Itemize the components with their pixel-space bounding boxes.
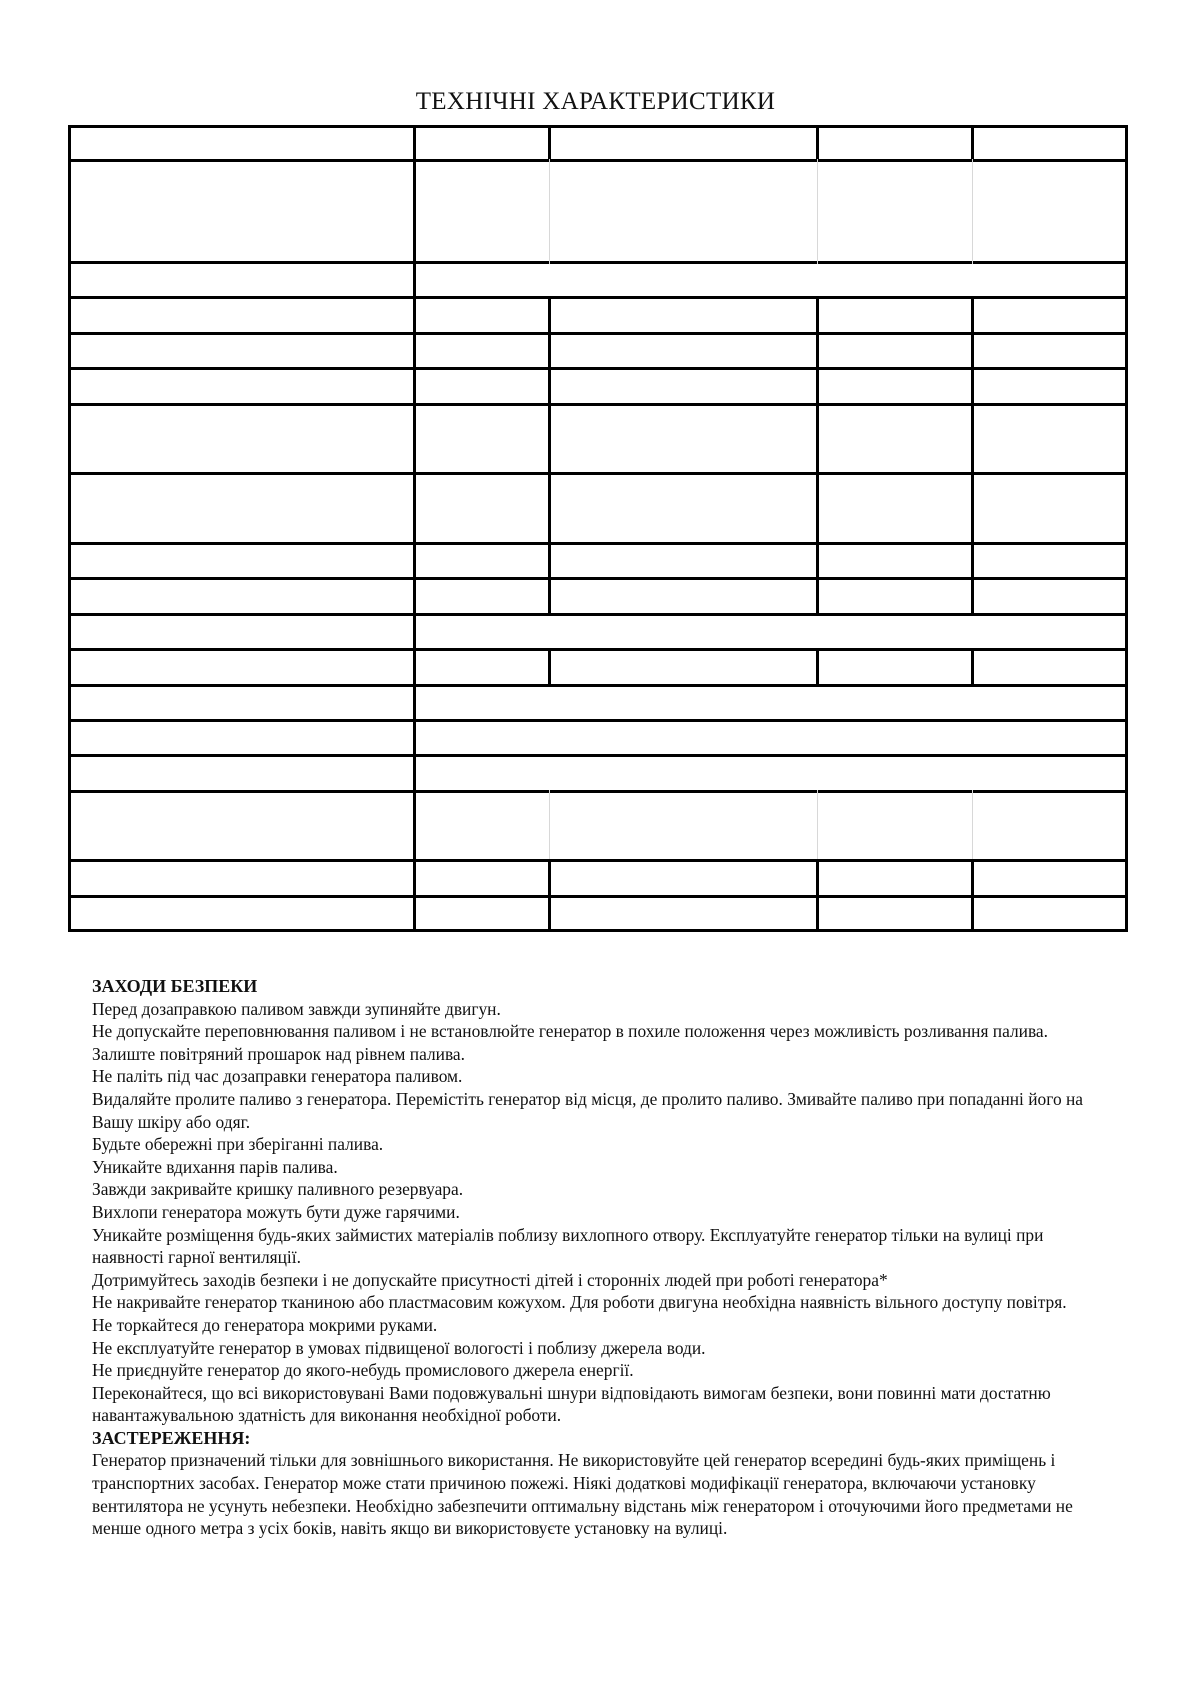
table-row-border — [68, 613, 1128, 616]
table-cell-border — [816, 125, 819, 162]
table-cell-border — [816, 332, 819, 370]
table-cell-border — [548, 542, 551, 580]
safety-item: Уникайте вдихання парів палива. — [92, 1156, 338, 1177]
safety-item: Не торкайтеся до генератора мокрими руками. — [92, 1314, 438, 1335]
safety-item: Не допускайте переповнювання паливом і не встановлюйте генератор в похиле положення через можливість розливання палива. Залиште повітряний прошарок над рівнем палива. — [92, 1021, 1048, 1064]
table-cell-border — [548, 125, 551, 162]
warnings-heading: ЗАСТЕРЕЖЕННЯ: — [92, 1427, 251, 1448]
table-row-border — [68, 790, 1128, 793]
table-row-border — [68, 719, 1128, 722]
safety-item: Видаляйте пролите паливо з генератора. Перемістіть генератор від місця, де пролито паливо. Змивайте паливо при попаданні його на Вашу шкіру або одяг. — [92, 1088, 1084, 1132]
table-cell-border — [816, 296, 819, 335]
table-cell-border — [971, 895, 974, 932]
table-cell-border — [971, 367, 974, 406]
table-cell-border — [816, 648, 819, 687]
safety-item: Дотримуйтесь заходів безпеки і не допускайте присутності дітей і сторонніх людей при роботі генератора* — [92, 1269, 888, 1290]
table-cell-border — [548, 895, 551, 932]
warnings-text: Генератор призначений тільки для зовнішнього використання. Не використовуйте цей генератор всередині будь-яких приміщень і транспортних засобах. Генератор може стати причиною пожежі. Ніякі додаткові модифікації генератора, включаючи установку вентилятора не усунуть небезпеки. Необхідно забезпечити оптимальну відстань між генератором і оточуючими його предметами не менше одного метра з усіх боків, навіть якщо ви використовуєте установку на вулиці. — [92, 1450, 1073, 1539]
table-row-border — [68, 648, 1128, 651]
table-cell-border — [816, 859, 819, 898]
table-cell-border — [971, 542, 974, 580]
safety-heading: ЗАХОДИ БЕЗПЕКИ — [92, 976, 258, 996]
table-row-border — [68, 261, 1128, 264]
table-row-border — [68, 403, 1128, 406]
table-cell-border — [971, 577, 974, 616]
table-cell-border — [548, 577, 551, 616]
table-row-border — [68, 159, 1128, 162]
table-cell-border-faint — [549, 159, 550, 264]
table-row-border — [68, 577, 1128, 580]
safety-section — [92, 975, 1102, 1540]
table-cell-border — [548, 859, 551, 898]
table-cell-border — [816, 472, 819, 545]
safety-list — [92, 998, 1102, 1427]
page-title: ТЕХНІЧНІ ХАРАКТЕРИСТИКИ — [415, 88, 776, 115]
safety-item: Перед дозаправкою паливом завжди зупиняйте двигун. — [92, 998, 501, 1019]
spec-table — [68, 125, 1128, 932]
table-cell-border-faint — [972, 790, 973, 862]
table-row-border — [68, 332, 1128, 335]
table-row-border — [68, 472, 1128, 475]
table-cell-border — [971, 648, 974, 687]
table-cell-border — [971, 332, 974, 370]
table-cell-border-faint — [549, 790, 550, 862]
table-row-border — [68, 125, 1128, 128]
table-cell-border — [548, 403, 551, 475]
table-cell-border — [971, 403, 974, 475]
safety-item: Вихлопи генератора можуть бути дуже гарячими. — [92, 1201, 460, 1222]
safety-item: Завжди закривайте кришку паливного резервуара. — [92, 1179, 464, 1200]
table-cell-border-faint — [817, 159, 818, 264]
table-cell-border — [971, 296, 974, 335]
safety-item: Переконайтеся, що всі використовувані Вами подовжувальні шнури відповідають вимогам безпеки, вони повинні мати достатню навантажувальною здатність для виконання необхідної роботи. — [92, 1382, 1051, 1426]
table-cell-border — [548, 296, 551, 335]
table-cell-border — [816, 403, 819, 475]
safety-item: Не накривайте генератор тканиною або пластмасовим кожухом. Для роботи двигуна необхідна наявність вільного доступу повітря. — [92, 1292, 1067, 1313]
table-cell-border — [816, 577, 819, 616]
table-cell-border — [971, 859, 974, 898]
table-cell-border — [548, 648, 551, 687]
table-cell-border — [971, 125, 974, 162]
table-cell-border-faint — [972, 159, 973, 264]
safety-item: Будьте обережні при зберіганні палива. — [92, 1134, 384, 1155]
table-column-border — [1125, 125, 1128, 932]
table-row-border — [68, 684, 1128, 687]
table-cell-border — [816, 542, 819, 580]
table-cell-border — [971, 472, 974, 545]
table-row-border — [68, 542, 1128, 545]
safety-item: Не паліть під час дозаправки генератора паливом. — [92, 1066, 463, 1087]
table-row-border — [68, 754, 1128, 757]
table-row-border — [68, 296, 1128, 299]
safety-item: Уникайте розміщення будь-яких займистих матеріалів поблизу вихлопного отвору. Експлуатуйте генератор тільки на вулиці при наявності гарної вентиляції. — [92, 1224, 1044, 1268]
table-cell-border — [816, 367, 819, 406]
table-column-border — [413, 125, 416, 932]
table-cell-border — [548, 332, 551, 370]
table-cell-border — [548, 367, 551, 406]
table-column-border — [68, 125, 71, 932]
safety-item: Не експлуатуйте генератор в умовах підвищеної вологості і поблизу джерела води. — [92, 1337, 706, 1358]
table-row-border — [68, 859, 1128, 862]
table-row-border — [68, 895, 1128, 898]
table-row-border — [68, 367, 1128, 370]
table-cell-border-faint — [817, 790, 818, 862]
safety-item: Не приєднуйте генератор до якого-небудь промислового джерела енергії. — [92, 1360, 634, 1381]
table-cell-border — [816, 895, 819, 932]
table-row-border — [68, 929, 1128, 932]
table-cell-border — [548, 472, 551, 545]
